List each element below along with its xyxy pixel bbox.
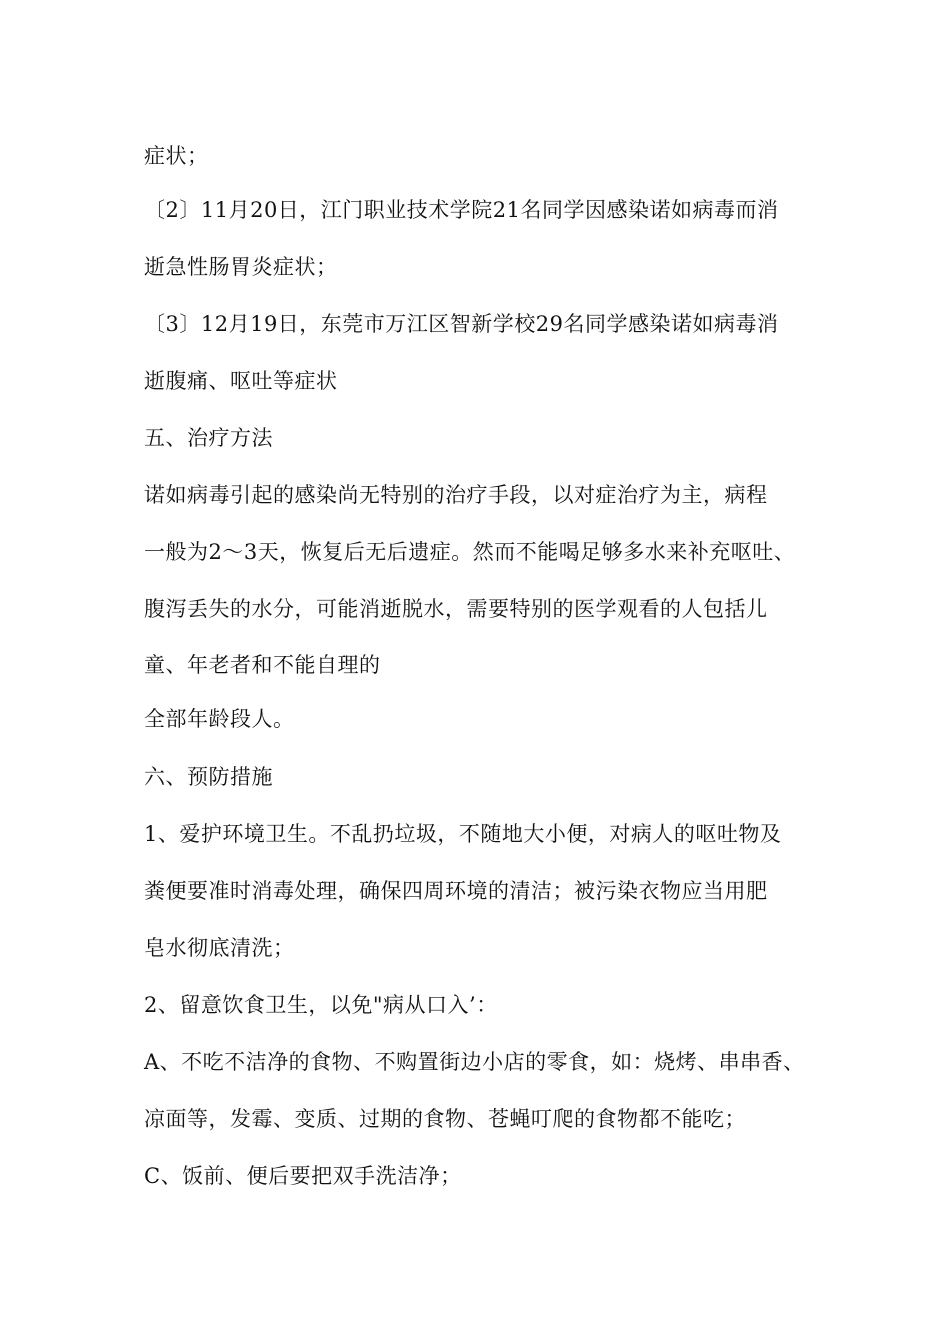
text-line: 〔3〕12月19日，东莞市万江区智新学校29名同学感染诺如病毒消 <box>144 312 779 336</box>
text-line: 1、爱护环境卫生。不乱扔垃圾，不随地大小便，对病人的呕吐物及 <box>144 822 782 846</box>
text-line: 童、年老者和不能自理的 <box>144 653 381 677</box>
text-line: 皂水彻底清洗； <box>144 936 295 960</box>
section-heading: 五、治疗方法 <box>144 426 273 450</box>
text-line: C、饭前、便后要把双手洗洁净； <box>144 1164 462 1188</box>
text-line: 2、留意饮食卫生，以免"病从口入’： <box>144 993 498 1017</box>
text-line: 逝急性肠胃炎症状； <box>144 255 338 279</box>
text-line: 一般为2～3天，恢复后无后遗症。然而不能喝足够多水来补充呕吐、 <box>144 540 796 564</box>
section-heading: 六、预防措施 <box>144 765 273 789</box>
text-line: 逝腹痛、呕吐等症状 <box>144 369 338 393</box>
text-line: 症状； <box>144 144 209 168</box>
text-line: 诺如病毒引起的感染尚无特别的治疗手段，以对症治疗为主，病程 <box>144 483 768 507</box>
text-line: 全部年龄段人。 <box>144 707 295 731</box>
text-line: 凉面等，发霉、变质、过期的食物、苍蝇叮爬的食物都不能吃； <box>144 1107 746 1131</box>
text-line: 粪便要准时消毒处理，确保四周环境的清洁；被污染衣物应当用肥 <box>144 879 768 903</box>
text-line: A、不吃不洁净的食物、不购置街边小店的零食，如：烧烤、串串香、 <box>144 1050 805 1074</box>
text-line: 腹泻丢失的水分，可能消逝脱水，需要特别的医学观看的人包括儿 <box>144 597 768 621</box>
text-line: 〔2〕11月20日，江门职业技术学院21名同学因感染诺如病毒而消 <box>144 198 779 222</box>
